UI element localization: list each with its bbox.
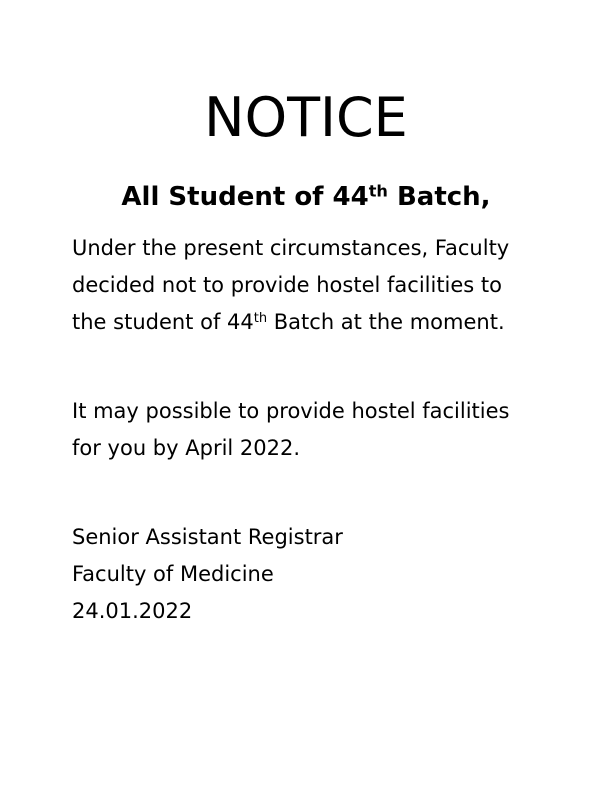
signature-position: Senior Assistant Registrar: [72, 525, 343, 549]
signature-department: Faculty of Medicine: [72, 562, 274, 586]
notice-title: NOTICE: [204, 86, 408, 149]
paragraph1-line3-prefix: the student of 44: [72, 310, 254, 334]
paragraph1-line3-suffix: Batch at the moment.: [267, 310, 505, 334]
paragraph1-line1: Under the present circumstances, Faculty: [72, 236, 510, 260]
signature-block: [72, 519, 552, 630]
paragraph2-line1: It may possible to provide hostel facilities: [72, 399, 510, 423]
paragraph1-line2: decided not to provide hostel facilities to: [72, 273, 503, 297]
addressee-suffix: Batch,: [387, 182, 491, 212]
notice-paragraph-april-2022: [72, 393, 552, 467]
paragraph2-line2: for you by April 2022.: [72, 436, 301, 460]
paragraph1-line3-superscript: th: [253, 311, 268, 327]
notice-paragraph-hostel-facilities: [72, 230, 552, 341]
paragraph1-line3: [72, 304, 552, 341]
signature-date: 24.01.2022: [72, 599, 193, 623]
addressee-superscript: th: [368, 181, 388, 201]
addressee-prefix: All Student of 44: [121, 182, 369, 212]
addressee-heading: [0, 174, 612, 220]
